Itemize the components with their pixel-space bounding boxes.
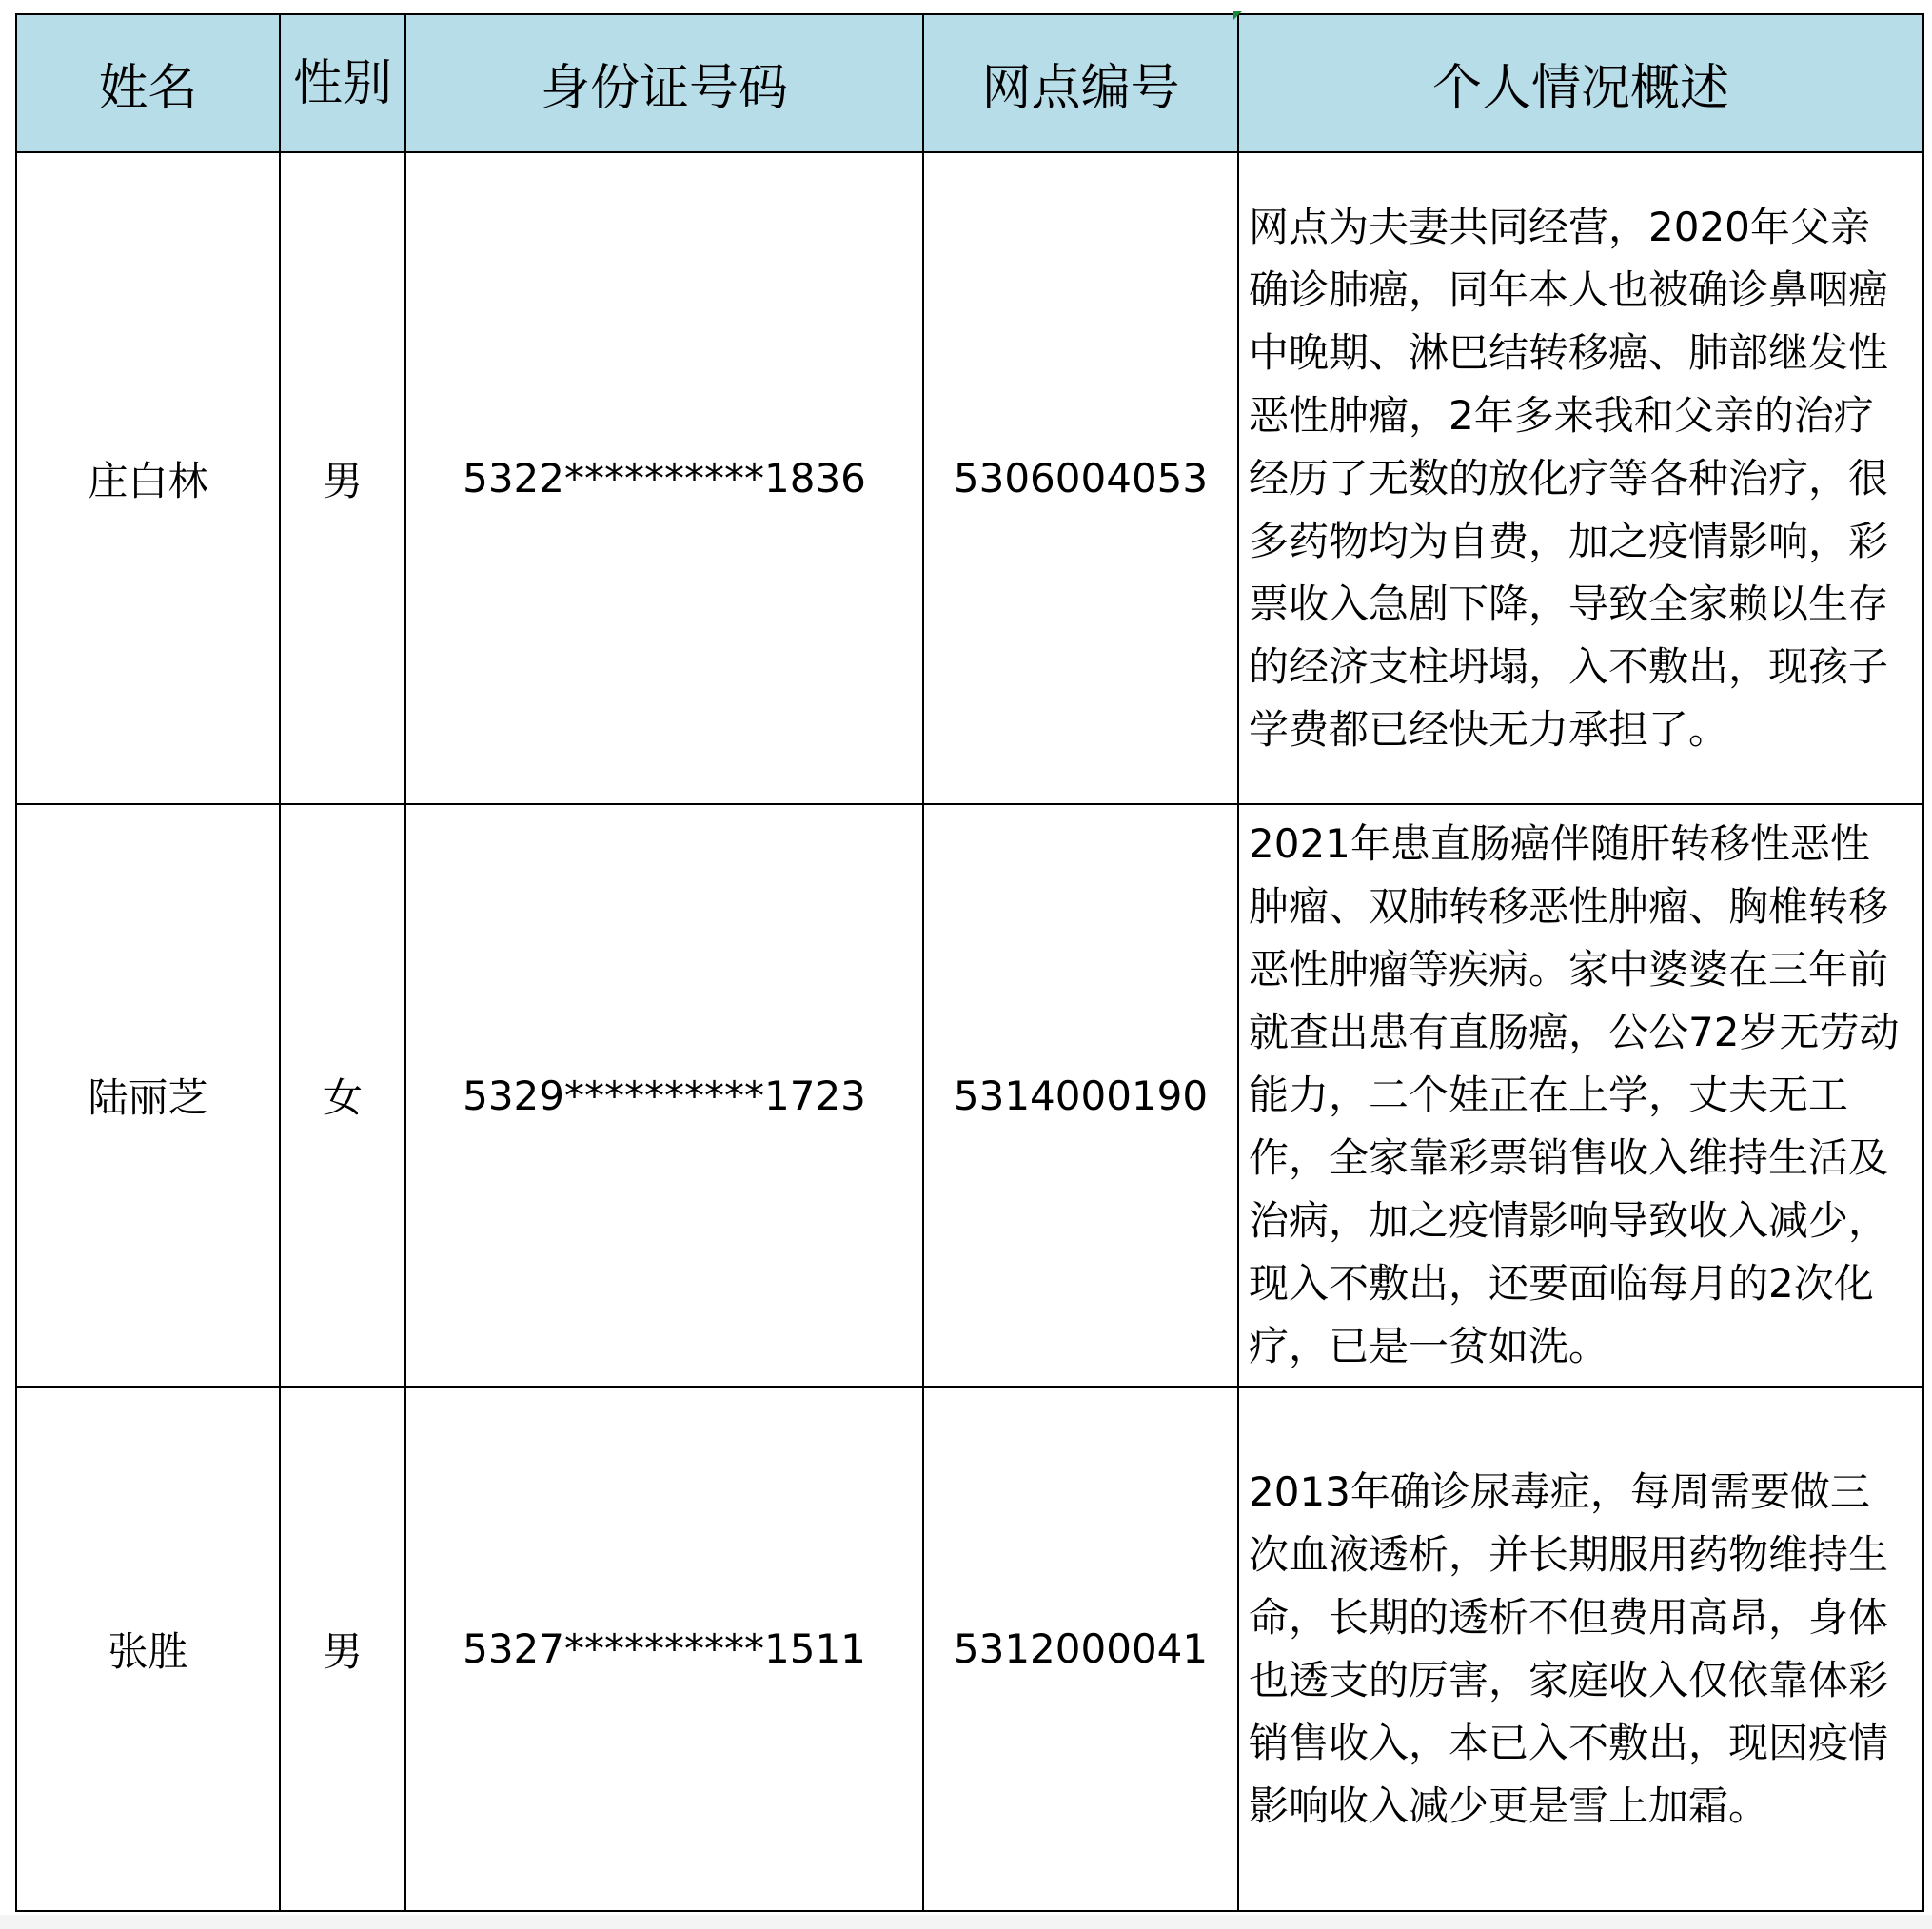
cell-name[interactable]: 陆丽芝 [16, 804, 280, 1387]
header-row [16, 14, 1923, 152]
cell-name[interactable]: 张胜 [16, 1387, 280, 1911]
cell-id-number[interactable]: 5329**********1723 [405, 804, 923, 1387]
applicant-table [15, 13, 1924, 1912]
cell-summary[interactable]: 2021年患直肠癌伴随肝转移性恶性肿瘤、双肺转移恶性肿瘤、胸椎转移恶性肿瘤等疾病。家中婆婆在三年前就查出患有直肠癌，公公72岁无劳动能力，二个娃正在上学，丈夫无工作，全家靠彩票销售收入维持生活及治病，加之疫情影响导致收入减少，现入不敷出，还要面临每月的2次化疗，已是一贫如洗。 [1238, 804, 1923, 1387]
table-row [16, 804, 1923, 1387]
header-name[interactable]: 姓名 [16, 14, 280, 152]
cell-outlet-id[interactable]: 5312000041 [923, 1387, 1238, 1911]
sheet-bottom-strip [0, 1915, 1932, 1929]
cell-gender[interactable]: 男 [280, 152, 405, 804]
cell-id-number[interactable]: 5327**********1511 [405, 1387, 923, 1911]
cell-name[interactable]: 庄白林 [16, 152, 280, 804]
cell-id-number[interactable]: 5322**********1836 [405, 152, 923, 804]
cell-summary[interactable]: 网点为夫妻共同经营，2020年父亲确诊肺癌，同年本人也被确诊鼻咽癌中晚期、淋巴结转移癌、肺部继发性恶性肿瘤，2年多来我和父亲的治疗经历了无数的放化疗等各种治疗，很多药物均为自费，加之疫情影响，彩票收入急剧下降，导致全家赖以生存的经济支柱坍塌，入不敷出，现孩子学费都已经快无力承担了。 [1238, 152, 1923, 804]
header-id-number[interactable]: 身份证号码 [405, 14, 923, 152]
cell-comment-marker-icon [1233, 11, 1242, 20]
cell-gender[interactable]: 女 [280, 804, 405, 1387]
cell-summary[interactable]: 2013年确诊尿毒症，每周需要做三次血液透析，并长期服用药物维持生命，长期的透析不但费用高昂，身体也透支的厉害，家庭收入仅依靠体彩销售收入，本已入不敷出，现因疫情影响收入减少更是雪上加霜。 [1238, 1387, 1923, 1911]
header-gender[interactable]: 性别 [280, 14, 405, 152]
cell-gender[interactable]: 男 [280, 1387, 405, 1911]
header-outlet-id[interactable]: 网点编号 [923, 14, 1238, 152]
cell-outlet-id[interactable]: 5314000190 [923, 804, 1238, 1387]
header-summary[interactable]: 个人情况概述 [1238, 14, 1923, 152]
cell-outlet-id[interactable]: 5306004053 [923, 152, 1238, 804]
table-row [16, 152, 1923, 804]
table-row [16, 1387, 1923, 1911]
